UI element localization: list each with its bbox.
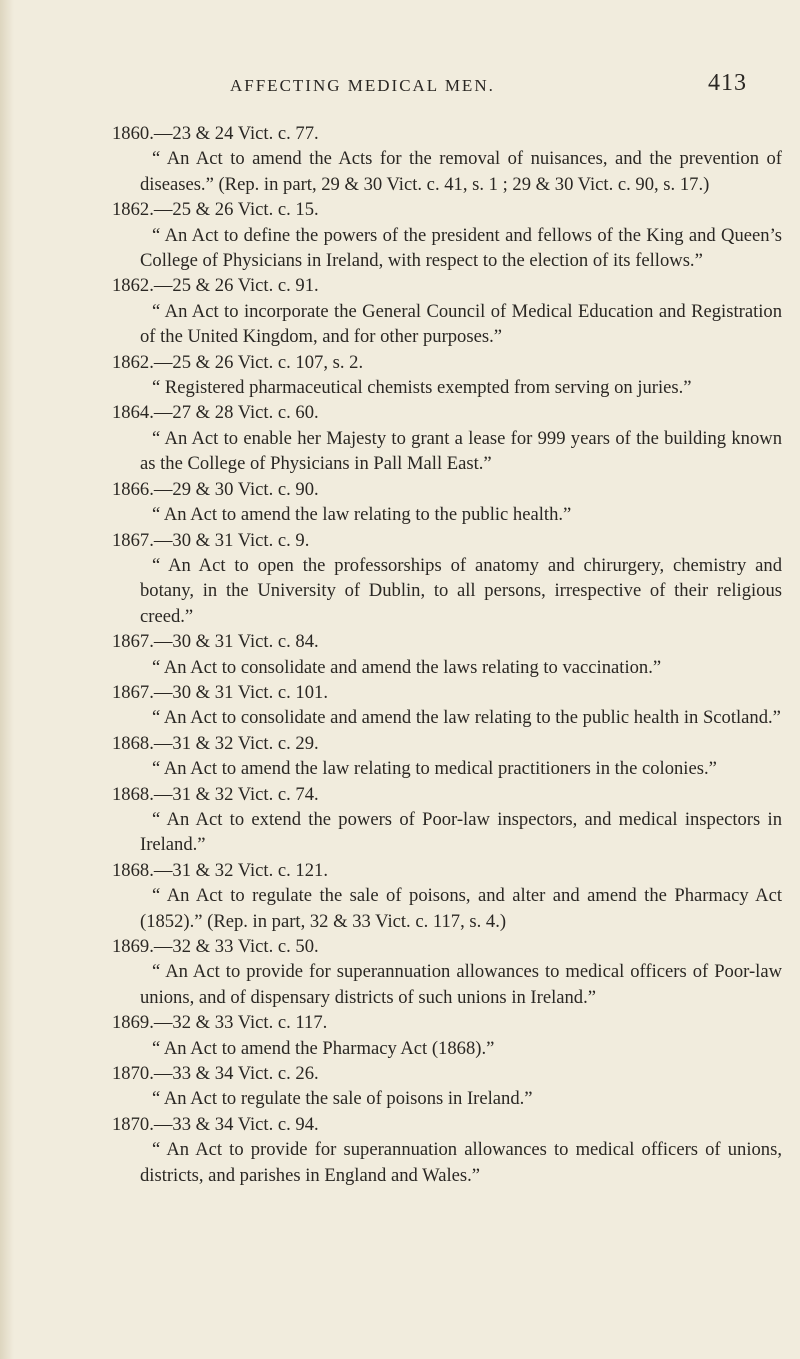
statute-citation: 1868.—31 & 32 Vict. c. 29. [112,732,319,754]
statute-citation: 1869.—32 & 33 Vict. c. 117. [112,1012,328,1034]
statute-list [112,121,782,1188]
statute-citation: 1866.—29 & 30 Vict. c. 90. [112,478,319,500]
statute-citation: 1867.—30 & 31 Vict. c. 101. [112,681,328,703]
statute-entry [112,782,782,858]
statute-title: “ An Act to provide for superannuation allowances to medical officers of Poor-law unions, and of dispensary districts of such unions in Ireland.” [140,961,782,1008]
statute-entry [112,350,782,401]
statute-entry [112,1061,782,1112]
statute-entry [112,934,782,1010]
page-edge-shadow [0,0,14,1359]
statute-citation: 1868.—31 & 32 Vict. c. 121. [112,859,328,881]
statute-title: “ An Act to consolidate and amend the law relating to the public health in Scotland.” [152,707,781,729]
statute-entry [112,121,782,197]
statute-entry [112,1112,782,1188]
statute-title: “ An Act to extend the powers of Poor-law inspectors, and medical inspectors in Ireland.” [140,808,782,856]
statute-title: “ An Act to amend the Acts for the removal of nuisances, and the prevention of diseases.” (Rep. in part, 29 & 30 Vict. c. 41, s. 1 ; 29 & 30 Vict. c. 90, s. 17.) [140,148,782,195]
statute-title: “ Registered pharmaceutical chemists exempted from serving on juries.” [152,377,692,399]
statute-citation: 1862.—25 & 26 Vict. c. 15. [112,199,319,221]
statute-title: “ An Act to amend the law relating to medical practitioners in the colonies.” [152,758,717,780]
statute-entry [112,1010,782,1061]
running-title: AFFECTING MEDICAL MEN. [230,76,495,95]
page-number: 413 [708,70,747,96]
statute-entry [112,197,782,273]
statute-entry [112,273,782,349]
statute-entry [112,400,782,476]
statute-entry [112,731,782,782]
statute-citation: 1862.—25 & 26 Vict. c. 107, s. 2. [112,351,364,373]
statute-title: “ An Act to enable her Majesty to grant a lease for 999 years of the building known as the College of Physicians in Pall Mall East.” [140,427,782,475]
statute-title: “ An Act to amend the Pharmacy Act (1868).” [152,1037,495,1059]
statute-entry [112,680,782,731]
statute-citation: 1860.—23 & 24 Vict. c. 77. [112,123,319,144]
statute-title: “ An Act to define the powers of the president and fellows of the King and Queen’s College of Physicians in Ireland, with respect to the election of its fellows.” [140,224,782,272]
statute-citation: 1868.—31 & 32 Vict. c. 74. [112,783,319,805]
statute-title: “ An Act to regulate the sale of poisons, and alter and amend the Pharmacy Act (1852).” (Rep. in part, 32 & 33 Vict. c. 117, s. 4.) [140,885,782,932]
statute-citation: 1864.—27 & 28 Vict. c. 60. [112,402,319,424]
statute-citation: 1867.—30 & 31 Vict. c. 84. [112,631,319,653]
statute-citation: 1870.—33 & 34 Vict. c. 94. [112,1113,319,1135]
statute-title: “ An Act to amend the law relating to the public health.” [152,504,572,526]
statute-citation: 1867.—30 & 31 Vict. c. 9. [112,529,310,551]
statute-entry [112,528,782,630]
statute-title: “ An Act to open the professorships of anatomy and chirurgery, chemistry and botany, in the University of Dublin, to all persons, irrespective of their religious creed.” [140,554,782,627]
statute-title: “ An Act to incorporate the General Council of Medical Education and Registration of the United Kingdom, and for other purposes.” [140,300,782,348]
statute-entry [112,477,782,528]
statute-entry [112,629,782,680]
statute-title: “ An Act to regulate the sale of poisons in Ireland.” [152,1088,533,1110]
statute-title: “ An Act to consolidate and amend the laws relating to vaccination.” [152,656,662,678]
statute-entry [112,858,782,934]
statute-citation: 1870.—33 & 34 Vict. c. 26. [112,1063,319,1085]
statute-title: “ An Act to provide for superannuation allowances to medical officers of unions, districts, and parishes in England and Wales.” [140,1139,782,1186]
statute-citation: 1869.—32 & 33 Vict. c. 50. [112,936,319,957]
statute-citation: 1862.—25 & 26 Vict. c. 91. [112,275,319,297]
